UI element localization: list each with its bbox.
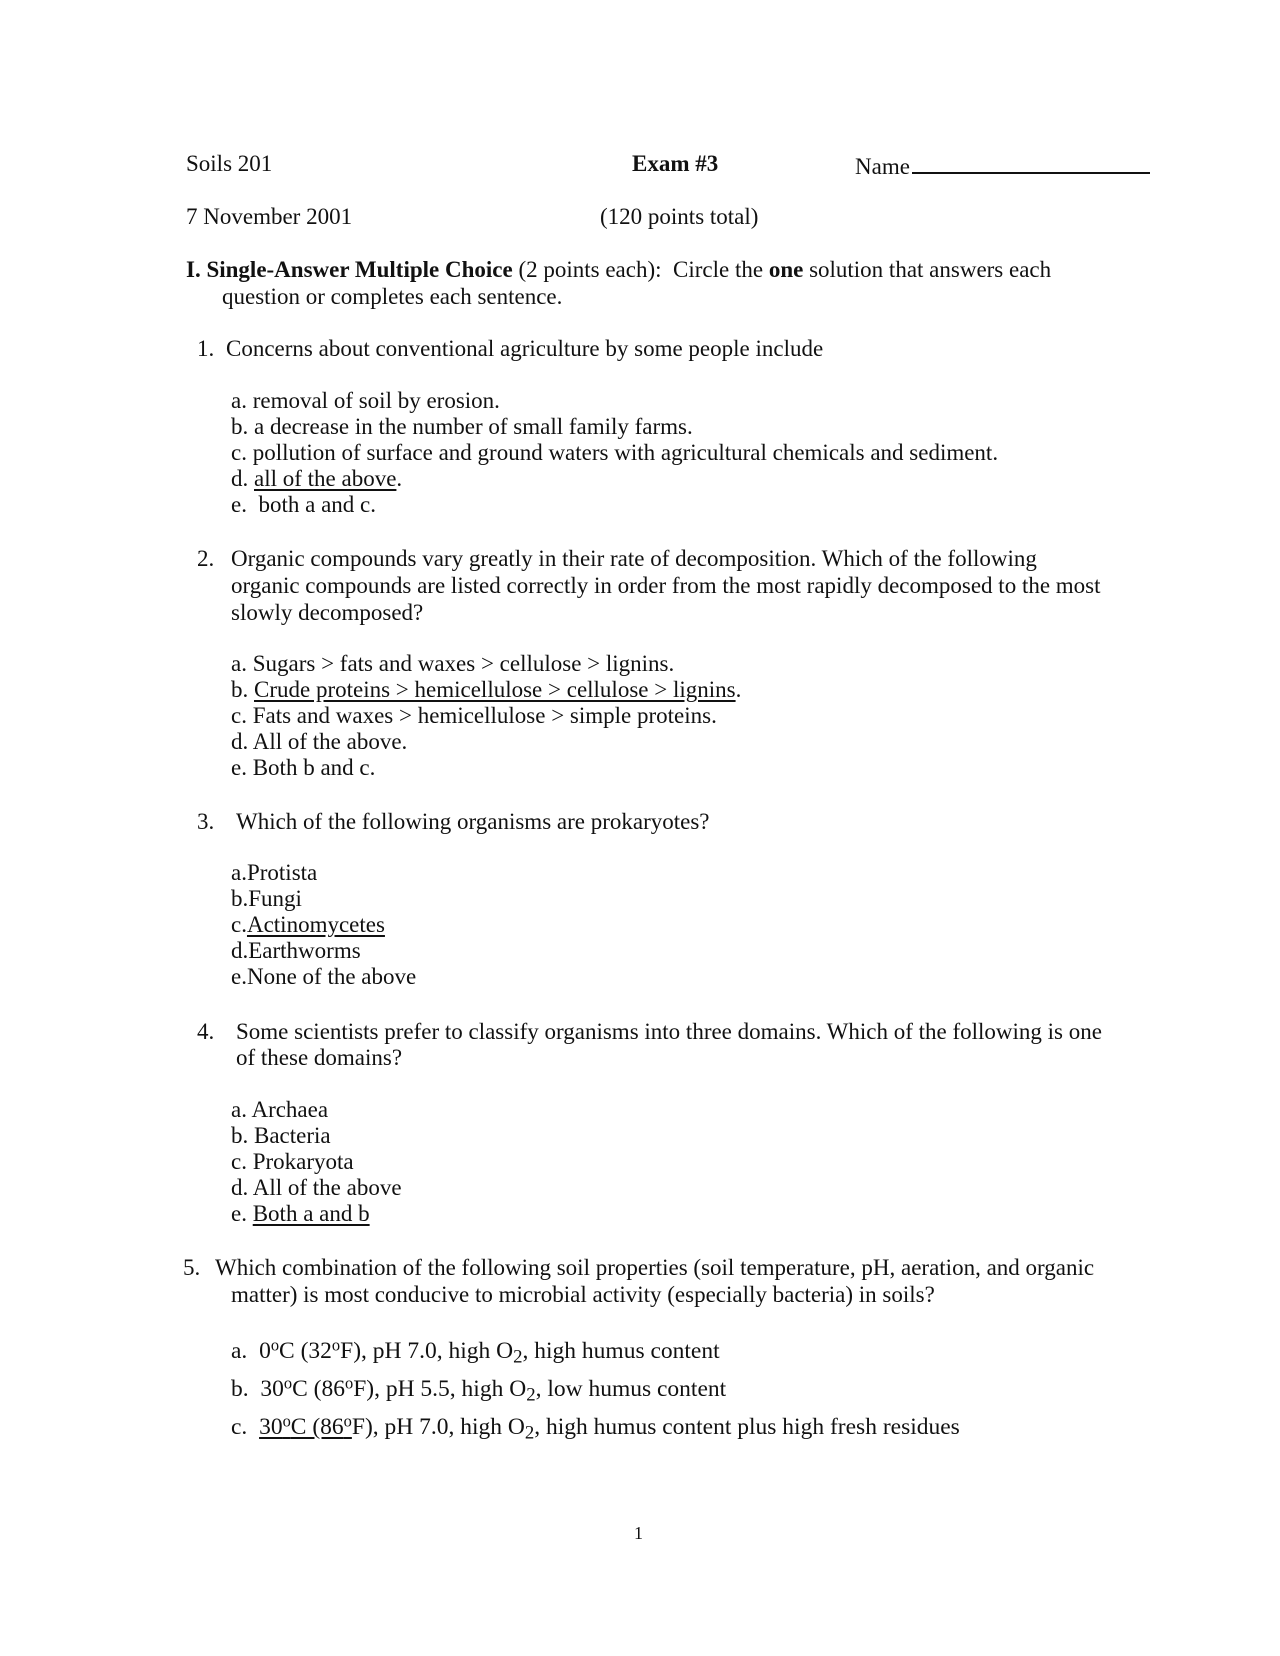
option-letter: b. — [231, 1123, 249, 1148]
q3-option-c[interactable] — [231, 913, 385, 936]
option-text: removal of soil by erosion. — [252, 388, 500, 413]
option-text: Prokaryota — [252, 1149, 354, 1174]
question-5-text-line1: Which combination of the following soil properties (soil temperature, pH, aeration, and organic — [215, 1255, 1095, 1280]
option-text: None of the above — [246, 964, 417, 989]
option-letter: a. — [231, 388, 247, 413]
exam-title: Exam #3 — [632, 151, 719, 176]
option-text: Sugars > fats and waxes > cellulose > lignins. — [252, 651, 675, 676]
q1-option-d[interactable] — [231, 467, 402, 490]
option-text: Fungi — [248, 886, 302, 911]
option-letter: d. — [231, 1175, 249, 1200]
option-letter: e. — [231, 492, 247, 517]
option-trail: . — [396, 466, 403, 491]
option-letter: d. — [231, 466, 249, 491]
option-letter: b. — [231, 677, 249, 702]
option-text: Archaea — [251, 1097, 329, 1122]
option-text: All of the above. — [252, 729, 408, 754]
question-1-text: Concerns about conventional agriculture by some people include — [226, 336, 824, 361]
question-2-text-line3: slowly decomposed? — [231, 600, 424, 625]
option-text-answer: Actinomycetes — [246, 912, 385, 937]
option-text-answer: all of the above — [254, 466, 397, 491]
option-text: 30$^o$C (86$^o$F), pH 5.5, high $O_2$, low humus content — [260, 1373, 727, 1406]
option-letter: c. — [231, 912, 247, 937]
q4-option-d[interactable] — [231, 1176, 402, 1199]
option-letter: a. — [231, 860, 247, 885]
question-2-number: 2. — [197, 546, 215, 571]
option-text: pollution of surface and ground waters with agricultural chemicals and sediment. — [252, 440, 999, 465]
q2-option-d[interactable] — [231, 730, 407, 753]
q5-option-b[interactable] — [231, 1373, 727, 1406]
q1-option-c[interactable] — [231, 441, 998, 464]
q3-option-a[interactable] — [231, 861, 317, 884]
name-field[interactable] — [855, 152, 1150, 178]
option-letter: a. — [231, 1338, 248, 1364]
option-text-answer: Both a and b — [252, 1201, 370, 1226]
option-letter: c. — [231, 1414, 248, 1440]
q2-option-b[interactable] — [231, 678, 741, 701]
section-points: (2 points each): Circle the — [518, 257, 769, 282]
q3-option-b[interactable] — [231, 887, 302, 910]
option-text: Protista — [246, 860, 318, 885]
q1-option-b[interactable] — [231, 415, 693, 438]
option-letter: b. — [231, 1376, 249, 1402]
question-3-text: Which of the following organisms are prokaryotes? — [236, 809, 710, 834]
option-letter: e. — [231, 964, 247, 989]
page-number: 1 — [634, 1523, 643, 1543]
q4-option-b[interactable] — [231, 1124, 331, 1147]
q5-option-c[interactable] — [231, 1411, 960, 1444]
course-title: Soils 201 — [186, 151, 273, 176]
option-text-answer: 30$^o$C (86$^o$ — [259, 1411, 352, 1440]
question-4-number: 4. — [197, 1019, 215, 1044]
section-title: Single-Answer Multiple Choice — [206, 257, 513, 282]
question-2-text-line2: organic compounds are listed correctly in order from the most rapidly decomposed to the most — [231, 573, 1101, 598]
option-text: Bacteria — [254, 1123, 331, 1148]
option-letter: a. — [231, 1097, 247, 1122]
option-text: Fats and waxes > hemicellulose > simple proteins. — [252, 703, 717, 728]
option-text: All of the above — [252, 1175, 402, 1200]
option-letter: d. — [231, 938, 249, 963]
option-text: 0$^o$C (32$^o$F), pH 7.0, high $O_2$, high humus content — [259, 1335, 720, 1368]
question-4-text-line2: of these domains? — [236, 1045, 403, 1070]
q1-option-a[interactable] — [231, 389, 500, 412]
option-text: a decrease in the number of small family farms. — [254, 414, 693, 439]
question-1-number: 1. — [197, 336, 215, 361]
q2-option-c[interactable] — [231, 704, 717, 727]
option-letter: b. — [231, 886, 249, 911]
question-3-number: 3. — [197, 809, 215, 834]
exam-date: 7 November 2001 — [186, 204, 353, 229]
q4-option-c[interactable] — [231, 1150, 354, 1173]
q2-option-e[interactable] — [231, 756, 375, 779]
q5-option-a[interactable] — [231, 1335, 720, 1368]
option-trail: . — [735, 677, 742, 702]
option-letter: d. — [231, 729, 249, 754]
section-numeral: I. — [186, 257, 201, 282]
option-text: Both b and c. — [252, 755, 376, 780]
question-2-text-line1: Organic compounds vary greatly in their rate of decomposition. Which of the following — [231, 546, 1037, 571]
option-text: both a and c. — [258, 492, 376, 517]
question-4-text-line1: Some scientists prefer to classify organisms into three domains. Which of the following is one — [236, 1019, 1102, 1044]
name-label: Name — [855, 154, 910, 179]
question-5-number: 5. — [183, 1255, 201, 1280]
q1-option-e[interactable] — [231, 493, 376, 516]
q4-option-a[interactable] — [231, 1098, 328, 1121]
option-letter: a. — [231, 651, 247, 676]
name-blank-line[interactable] — [912, 152, 1150, 174]
option-letter: c. — [231, 1149, 247, 1174]
q4-option-e[interactable] — [231, 1202, 370, 1225]
option-letter: e. — [231, 755, 247, 780]
question-5-text-line2: matter) is most conducive to microbial activity (especially bacteria) in soils? — [231, 1282, 935, 1307]
section-heading — [186, 258, 1051, 281]
q2-option-a[interactable] — [231, 652, 674, 675]
q3-option-d[interactable] — [231, 939, 361, 962]
option-letter: c. — [231, 440, 247, 465]
points-total: (120 points total) — [600, 204, 759, 229]
option-text-answer: Crude proteins > hemicellulose > cellulose > lignins — [254, 677, 736, 702]
section-rest: solution that answers each — [803, 257, 1052, 282]
section-emphasis: one — [768, 257, 804, 282]
option-text: Earthworms — [248, 938, 361, 963]
q3-option-e[interactable] — [231, 965, 416, 988]
option-letter: c. — [231, 703, 247, 728]
section-heading-line2: question or completes each sentence. — [222, 284, 563, 309]
option-text: 30$^o$C (86$^o$F), pH 7.0, high $O_2$, high humus content plus high fresh residues — [259, 1411, 960, 1444]
option-letter: b. — [231, 414, 249, 439]
option-letter: e. — [231, 1201, 247, 1226]
